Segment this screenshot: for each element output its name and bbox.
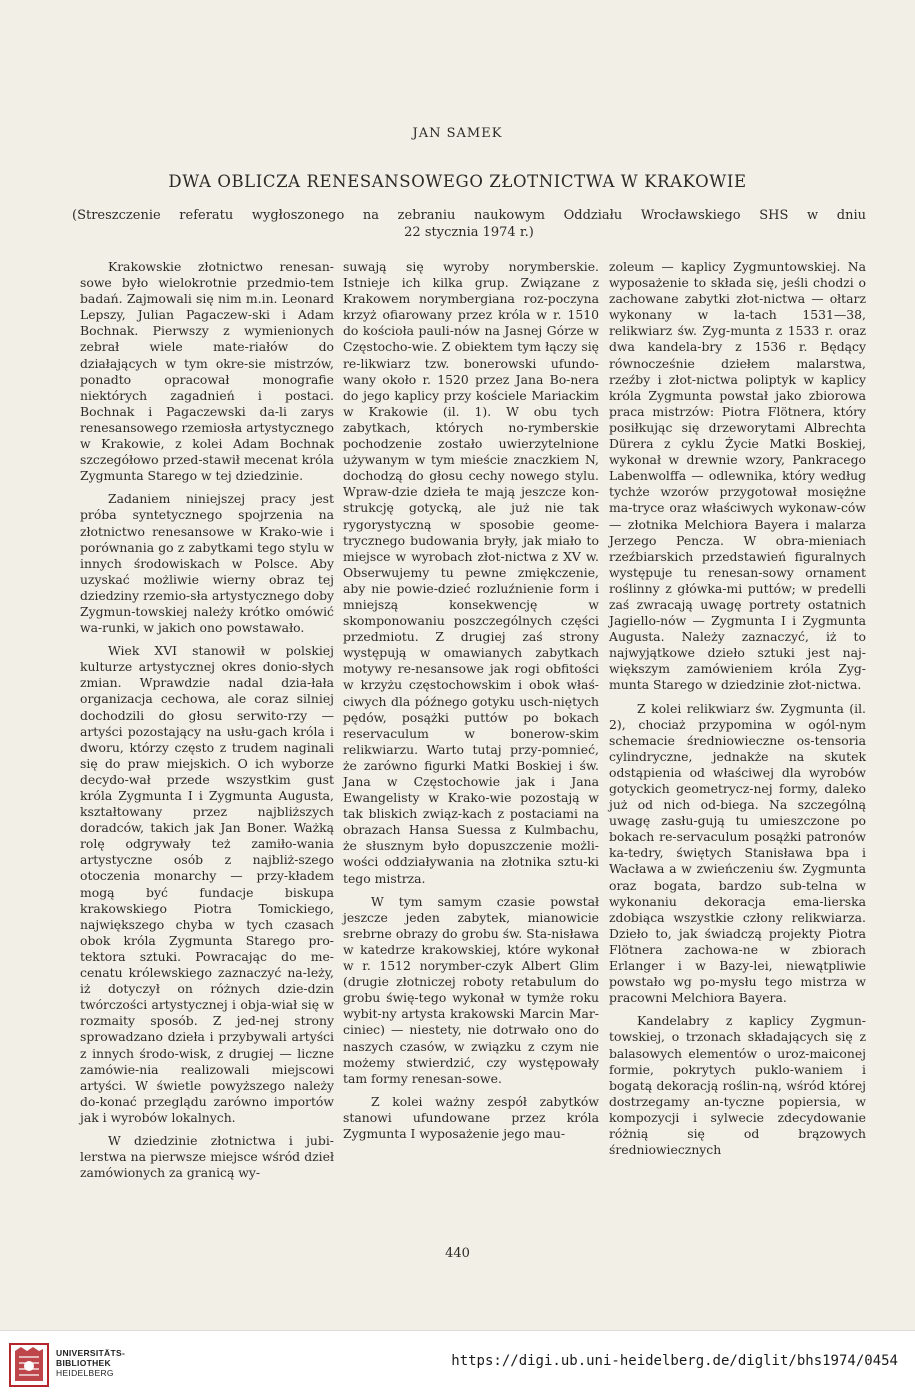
paragraph: Zadaniem niniejszej pracy jest próba syntetycznego spojrzenia na złotnictwo renesansowe w Krako-wie i porównania go z zabytkami tego stylu w innych środowiskach w Polsce. Aby uzyskać możliwie wierny obraz tej dziedziny rzemio-sła artystycznego doby Zygmun-towskiej należy krótko omówić wa-runki, w jakich ono powstawało. bbox=[80, 491, 335, 636]
author-name: JAN SAMEK bbox=[412, 126, 503, 141]
text-column-1 bbox=[80, 259, 334, 1181]
text-column-2 bbox=[343, 259, 599, 1142]
library-name-line-1: UNIVERSITÄTS- bbox=[56, 1348, 126, 1358]
paragraph: Z kolei ważny zespół zabytków stanowi ufundowane przez króla Zygmunta I wyposażenie jego mau- bbox=[343, 1093, 599, 1141]
library-logo-text[interactable] bbox=[56, 1348, 125, 1378]
paragraph: Kandelabry z kaplicy Zygmun-towskiej, o trzonach składających się z balasowych elementów o uroz-maiconej formie, pokrytych puklo-waniem i bogatą dekoracją roślin-ną, wśród której dostrzegamy an-tyczne popiersia, w kompozycji i sylwecie zdecydowanie różnią się od brązowych średniowiecznych bbox=[609, 1013, 866, 1158]
subtitle-line-2: 22 stycznia 1974 r.) bbox=[404, 225, 534, 240]
paragraph: W dziedzinie złotnictwa i jubi-lerstwa na pierwsze miejsce wśród dzieł zamówionych za granicą wy- bbox=[80, 1132, 334, 1181]
paragraph: Z kolei relikwiarz św. Zygmunta (il. 2), chociaż przypomina w ogól-nym schemacie średniowieczne os-tensoria cylindryczne, jednakże na skutek odstąpienia od właściwej dla wyrobów gotyckich geometrycz-nej formy, daleko już od nich od-biega. Na szczególną uwagę zasłu-gują tu umieszczone po bokach re-servaculum posążki patronów ka-tedry, świętych Stanisława bpa i Wacława a w zwieńczeniu św. Zygmunta oraz bogata, bardzo sub-telna w wykonaniu dekoracja ema-lierska zdobiąca wszystkie człony relikwiarza. Dzieło to, jak świadczą projekty Piotra Flötnera zachowa-ne w zbiorach Erlanger i w Bazy-lei, niewątpliwie powstało wg po-mysłu tego mistrza w pracowni Melchiora Bayera. bbox=[609, 700, 866, 1006]
paragraph: W tym samym czasie powstał jeszcze jeden zabytek, mianowicie srebrne obrazy do grobu św. Sta-nisława w katedrze krakowskiej, które wykonał w r. 1512 norymber-czyk Albert Glim (drugie złotniczej roboty retabulum do grobu świę-tego wykonał w tymże roku wybit-ny artysta krakowski Marcin Mar-ciniec) — niestety, nie dotrwało ono do naszych czasów, w związku z czym nie możemy stwierdzić, czy występowały tam formy renesan-sowe. bbox=[343, 893, 599, 1086]
viewer-footer bbox=[0, 1330, 915, 1400]
paragraph: Krakowskie złotnictwo renesan-sowe było wielokrotnie przedmio-tem badań. Zajmowali się nim m.in. Leonard Lepszy, Julian Pagaczew-ski i Adam Bochnak. Pierwszy z wymienionych zebrał wiele mate-riałów do działających w tym okre-sie mistrzów, ponadto opracował monografie niektórych zagadnień i postaci. Bochnak i Pagaczewski da-li zarys renesansowego rzemiosła artystycznego w Krakowie, z kolei Adam Bochnak szczegółowo przed-stawił mecenat króla Zygmunta Starego w tej dziedzinie. bbox=[80, 259, 334, 484]
article-subtitle bbox=[72, 207, 866, 241]
library-name-line-3: HEIDELBERG bbox=[56, 1368, 114, 1378]
paragraph: suwają się wyroby norymberskie. Istnieje ich kilka grup. Związane z Krakowem norymbergiana roz-poczyna krzyż ofiarowany przez króla w r. 1510 do kościoła pauli-nów na Jasnej Górze w Częstocho-wie. Z obiektem tym łączy się re-likwiarz tzw. bonerowski ufundo-wany około r. 1520 przez Jana Bo-nera do jego kaplicy przy kościele Mariackim w Krakowie (il. 1). W obu tych zabytkach, których no-rymberskie pochodzenie zostało uwierzytelnione używanym w tym mieście znaczkiem N, dochodzą do głosu cechy nowego stylu. Wpraw-dzie dzieła te mają jeszcze kon-strukcję gotycką, ale już nie tak rygorystyczną w sposobie geome-trycznego budowania bryły, jak miało to miejsce w wyrobach złot-nictwa z XV w. Obserwujemy tu pewne zmiękczenie, aby nie powie-dzieć rozluźnienie form i mniejszą konsekwencję w skomponowaniu poszczególnych części przedmiotu. Z drugiej zaś strony występują w omawianych zabytkach motywy re-nesansowe jak rogi obfitości w krzyżu częstochowskim i obok właś-ciwych dla późnego gotyku usch-niętych pędów, posążki puttów po bokach reservaculum w bonerow-skim relikwiarzu. Warto tutaj przy-pomnieć, że zarówno figurki Matki Boskiej i św. Jana w Częstochowie jak i Jana Ewangelisty w Krako-wie pozostają w tak bliskich związ-kach z postaciami na obrazach Hansa Suessa z Kulmbachu, że słusznym było dopuszczenie możli-wości oddziaływania na złotnika sztu-ki tego mistrza. bbox=[343, 259, 599, 886]
subtitle-line-1: (Streszczenie referatu wygłoszonego na zebraniu naukowym Oddziału Wrocławskiego SHS w dniu bbox=[72, 208, 866, 223]
document-url-link[interactable]: https://digi.ub.uni-heidelberg.de/diglit/bhs1974/0454 bbox=[451, 1353, 898, 1369]
university-seal-icon bbox=[9, 1343, 49, 1387]
article-title: DWA OBLICZA RENESANSOWEGO ZŁOTNICTWA W KRAKOWIE bbox=[168, 172, 747, 191]
text-column-3 bbox=[609, 259, 866, 1158]
paragraph: Wiek XVI stanowił w polskiej kulturze artystycznej okres donio-słych zmian. Wprawdzie nadal dzia-łała organizacja cechowa, ale coraz silniej dochodzili do głosu serwito-rzy — artyści pozostający na usłu-gach króla i dworu, którzy często z trudem naginali się do praw miejskich. O ich wyborze decydo-wał przede wszystkim gust króla Zygmunta I i Zygmunta Augusta, kształtowany przez najbliższych doradców, takich jak Jan Boner. Ważką rolę odgrywały też zamiło-wania artystyczne osób z najbliż-szego otoczenia monarchy — przy-kładem mogą być fundacje biskupa krakowskiego Piotra Tomickiego, największego chyba w tych czasach obok króla Zygmunta Starego pro-tektora sztuki. Powracając do me-cenatu królewskiego zaznaczyć na-leży, iż dotyczył on różnych dzie-dzin twórczości artystycznej i obja-wiał się w rozmaity sposób. Z jed-nej strony sprowadzano dzieła i przybywali artyści z innych środo-wisk, z drugiej — liczne zamówie-nia realizowali miejscowi artyści. W świetle powyższego należy do-konać przeglądu zarówno importów jak i wyrobów lokalnych. bbox=[80, 643, 334, 1125]
library-name-line-2: BIBLIOTHEK bbox=[56, 1358, 111, 1368]
paragraph: zoleum — kaplicy Zygmuntowskiej. Na wyposażenie to składa się, jeśli chodzi o zachowane zabytki złot-nictwa — ołtarz wykonany w la-tach 1531—38, relikwiarz św. Zyg-munta z 1533 r. oraz dwa kandela-bry z 1536 r. Będący równocześnie dziełem malarstwa, rzeźby i złot-nictwa poliptyk w kaplicy króla Zygmunta powstał jako zbiorowa praca mistrzów: Piotra Flötnera, który posiłkując się drzeworytami Albrechta Dürera z cyklu Życie Matki Boskiej, wykonał w drewnie wzory, Pankracego Labenwolffa — odlewnika, który według tychże wzorów przygotował mosiężne ma-tryce oraz właściwych wykonaw-ców — złotnika Melchiora Bayera i malarza Jerzego Pencza. W obra-mieniach rzeźbiarskich przedstawień figuralnych występuje tu renesan-sowy ornament roślinny z główka-mi puttów; w predelli zaś zwracają uwagę portrety ostatnich Jagiello-nów — Zygmunta I i Zygmunta Augusta. Należy zaznaczyć, iż to najwyjątkowe dzieło sztuki jest naj-większym zamówieniem króla Zyg-munta Starego w dziedzinie złot-nictwa. bbox=[609, 259, 866, 693]
page-number: 440 bbox=[445, 1246, 470, 1261]
